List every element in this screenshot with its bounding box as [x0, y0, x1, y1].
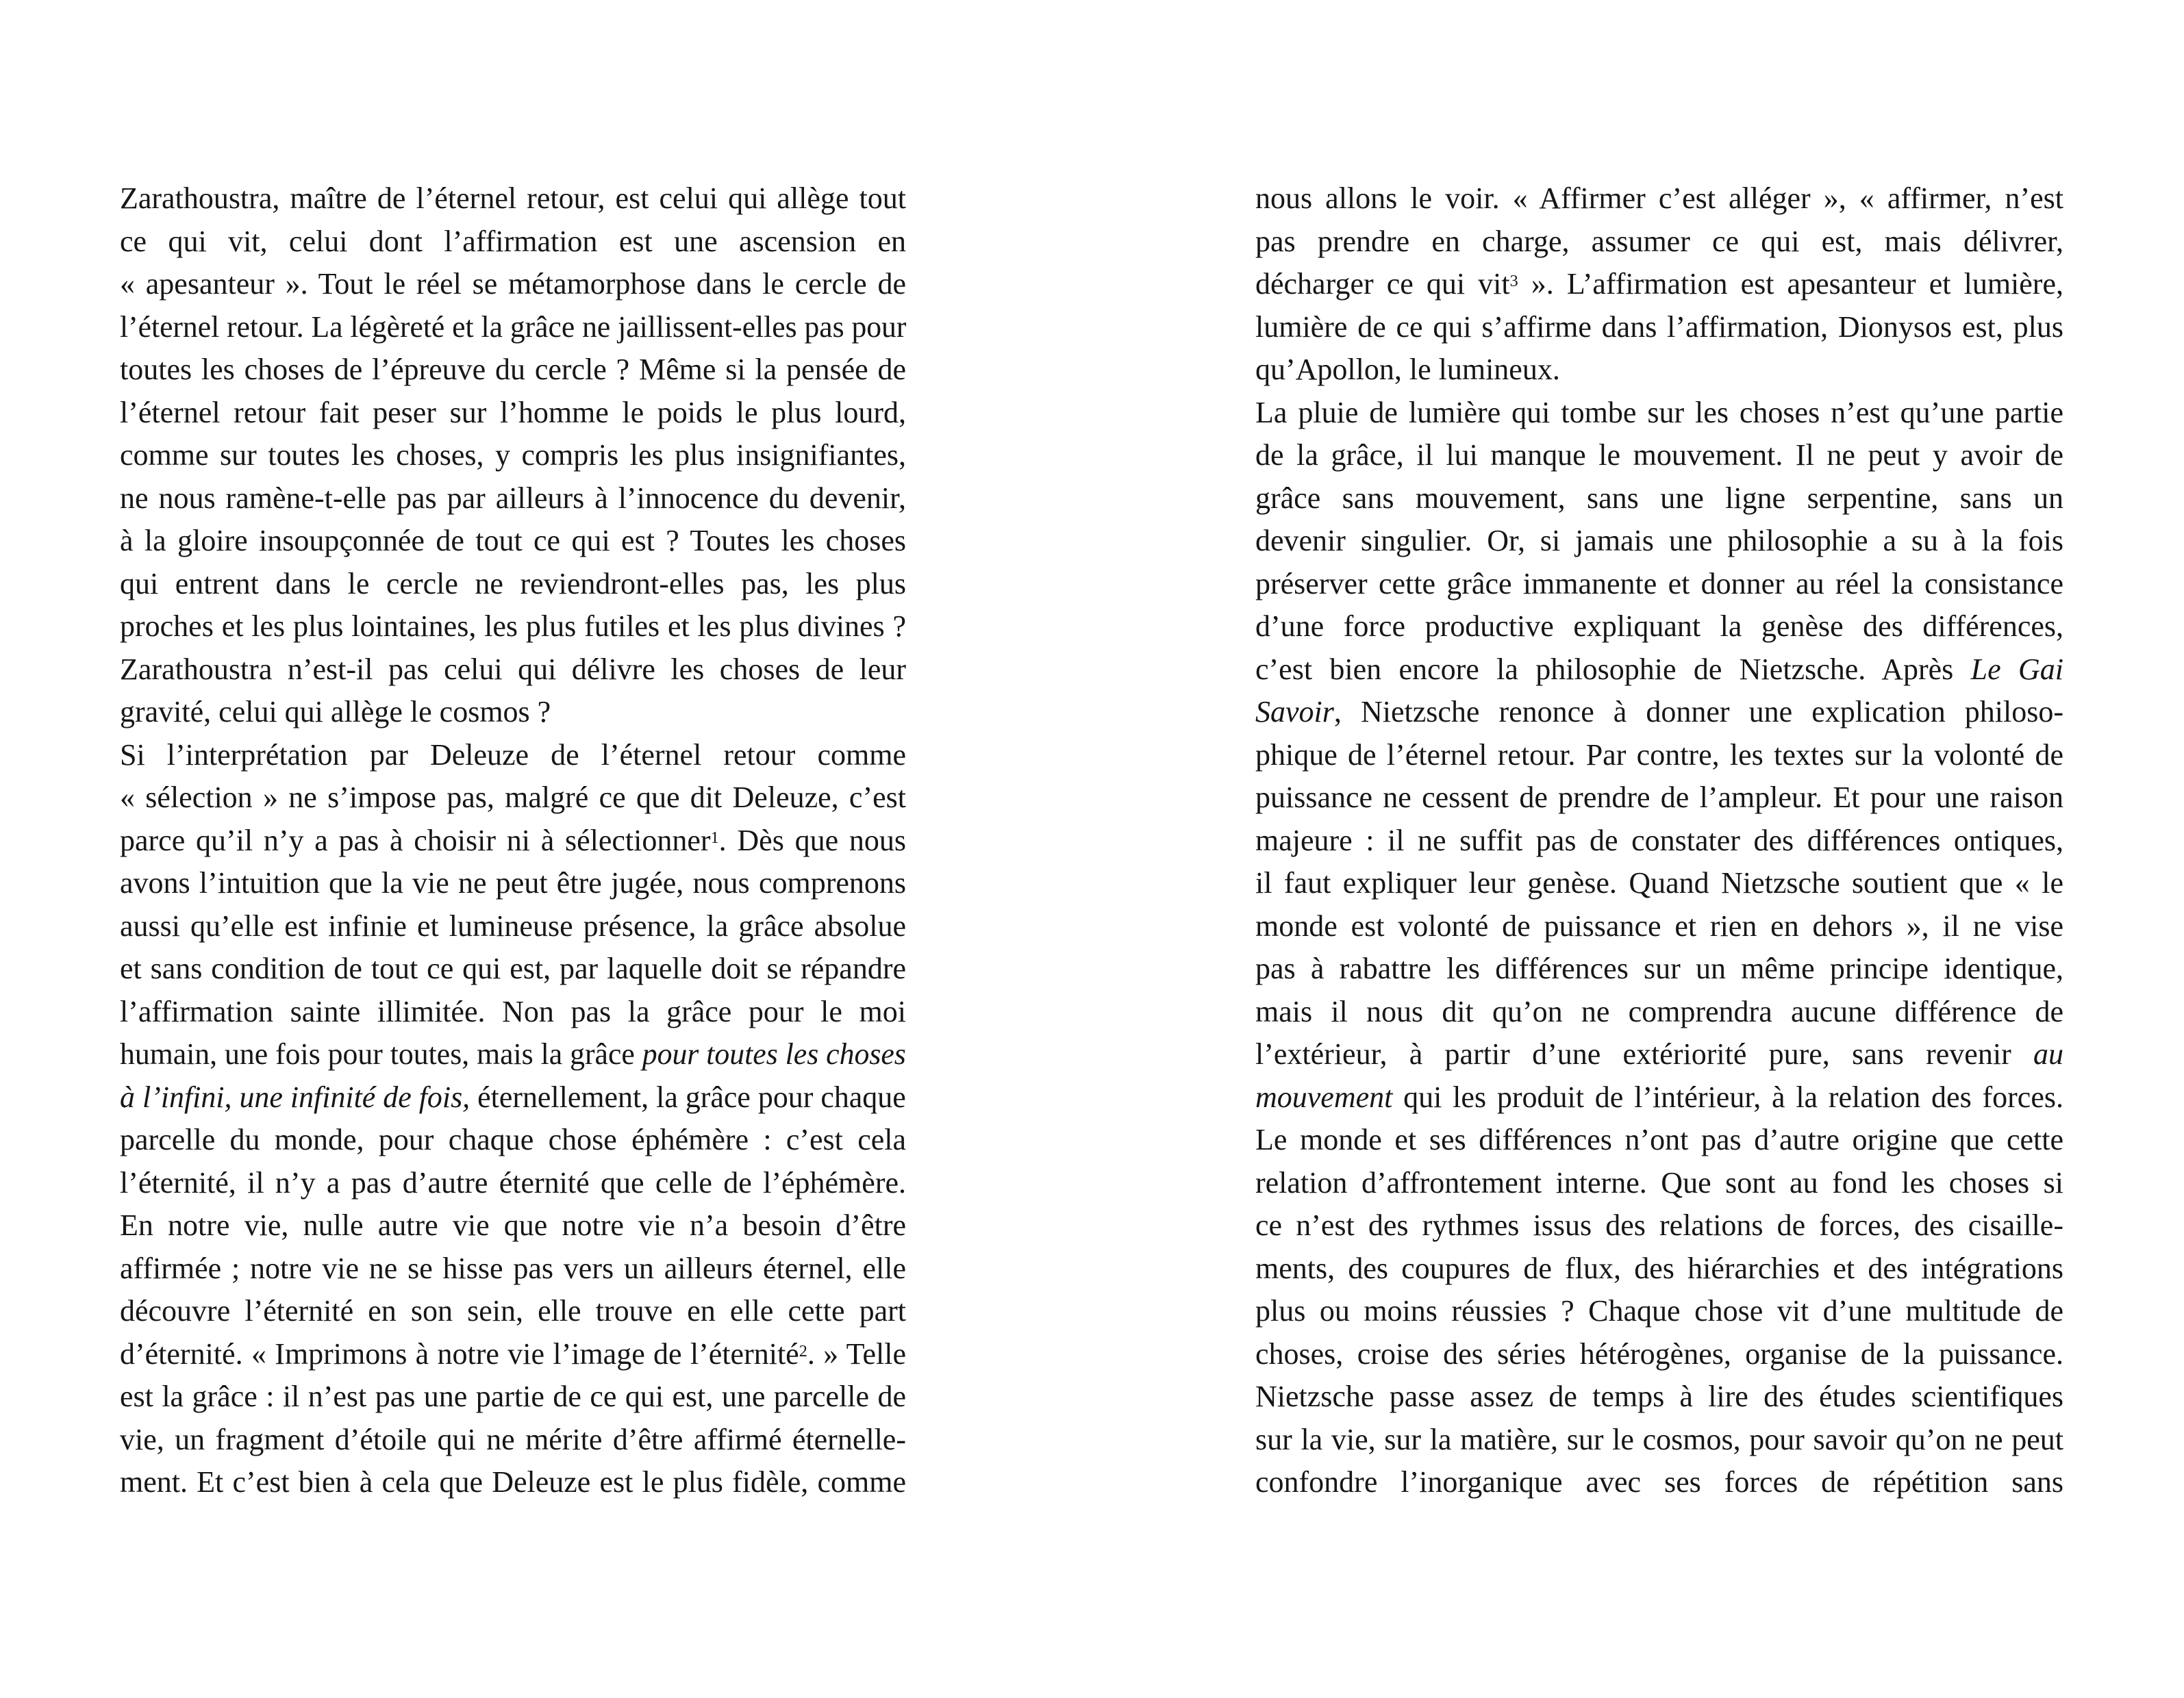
text-line — [120, 349, 906, 392]
text-line — [1255, 820, 2063, 863]
footnote-reference: 1 — [710, 828, 719, 847]
text-line — [1255, 434, 2063, 477]
text-line — [1255, 605, 2063, 648]
text-line — [1255, 1076, 2063, 1119]
italic-text-segment: mouvement — [1255, 1080, 1393, 1114]
text-segment: nous allons le voir. « Affirmer c’est alléger », « affirmer, n’est — [1255, 181, 2063, 215]
text-segment: de la grâce, il lui manque le mouvement. Il ne peut y avoir de — [1255, 438, 2063, 472]
left-page-text — [120, 177, 906, 1504]
text-line — [120, 392, 906, 435]
text-segment: monde est volonté de puissance et rien en dehors », il ne vise — [1255, 909, 2063, 943]
text-line — [1255, 349, 2063, 392]
text-line — [1255, 1461, 2063, 1504]
text-segment: ments, des coupures de flux, des hiérarchies et des intégrations — [1255, 1251, 2063, 1285]
text-line — [120, 220, 906, 264]
italic-text-segment: Savoir — [1255, 695, 1334, 728]
text-segment: avons l’intuition que la vie ne peut être jugée, nous comprenons — [120, 866, 906, 900]
text-line — [1255, 392, 2063, 435]
text-segment: découvre l’éternité en son sein, elle trouve en elle cette part — [120, 1294, 906, 1328]
text-segment: La pluie de lumière qui tombe sur les choses n’est qu’une partie — [1255, 395, 2063, 429]
text-line — [120, 1076, 905, 1119]
text-line — [120, 1376, 906, 1419]
text-segment: l’éternel retour fait peser sur l’homme le poids le plus lourd, — [120, 395, 906, 429]
text-segment: gravité, celui qui allège le cosmos ? — [120, 695, 551, 728]
text-line — [120, 520, 906, 563]
text-segment: Si l’interprétation par Deleuze de l’éternel retour comme — [120, 737, 906, 772]
text-line — [1255, 905, 2063, 948]
text-segment: à la gloire insoupçonnée de tout ce qui est ? Toutes les choses — [120, 524, 906, 557]
text-segment: ». L’affirmation est apesanteur et lumière, — [1518, 267, 2063, 301]
text-line — [1255, 1247, 2063, 1291]
text-line — [120, 734, 906, 777]
text-segment: majeure : il ne suffit pas de constater des différences ontiques, — [1255, 823, 2063, 857]
text-line — [1255, 520, 2063, 563]
text-segment: Le monde et ses différences n’ont pas d’autre origine que cette — [1255, 1123, 2063, 1156]
text-segment: Zarathoustra, maître de l’éternel retour, est celui qui allège tout — [120, 181, 906, 215]
italic-text-segment: Le Gai — [1970, 652, 2063, 686]
text-line — [120, 1033, 906, 1076]
text-segment: éternellement, la grâce pour chaque — [470, 1080, 906, 1114]
text-segment: pas prendre en charge, assumer ce qui est, mais délivrer, — [1255, 224, 2063, 258]
text-segment: grâce sans mouvement, sans une ligne serpentine, sans un — [1255, 481, 2063, 515]
text-line — [120, 776, 906, 820]
text-segment: parce qu’il n’y a pas à choisir ni à sélectionner — [120, 823, 711, 857]
text-line — [120, 263, 906, 306]
italic-text-segment: pour toutes les choses — [642, 1037, 906, 1071]
text-segment: choses, croise des séries hétérogènes, organise de la puissance. — [1255, 1336, 2063, 1371]
italic-text-segment: à l’infini, une infinité de fois, — [120, 1080, 470, 1114]
text-segment: aussi qu’elle est infinie et lumineuse présence, la grâce absolue — [120, 909, 906, 943]
text-segment: , Nietzsche renonce à donner une explication philoso- — [1333, 695, 2063, 728]
italic-text-segment: au — [2033, 1037, 2063, 1071]
text-segment: devenir singulier. Or, si jamais une philosophie a su à la fois — [1255, 524, 2063, 557]
text-segment: qu’Apollon, le lumineux. — [1255, 353, 1560, 386]
text-line — [120, 1290, 906, 1333]
text-line — [120, 177, 906, 220]
text-segment: préserver cette grâce immanente et donner au réel la consistance — [1255, 566, 2063, 600]
text-line — [1255, 1033, 2063, 1076]
text-line — [1255, 862, 2063, 905]
text-segment: d’éternité. « Imprimons à notre vie l’image de l’éternité — [120, 1336, 799, 1371]
text-line — [120, 1419, 906, 1462]
text-segment: phique de l’éternel retour. Par contre, les textes sur la volonté de — [1255, 737, 2063, 772]
text-line — [1255, 1204, 2063, 1247]
text-segment: affirmée ; notre vie ne se hisse pas vers un ailleurs éternel, elle — [120, 1251, 906, 1285]
text-segment: Nietzsche passe assez de temps à lire des études scientifiques — [1255, 1380, 2063, 1413]
text-line — [120, 1333, 906, 1376]
text-line — [120, 605, 906, 648]
text-segment: toutes les choses de l’épreuve du cercle ? Même si la pensée de — [120, 353, 906, 386]
text-segment: ce qui vit, celui dont l’affirmation est une ascension en — [120, 224, 906, 258]
text-segment: En notre vie, nulle autre vie que notre vie n’a besoin d’être — [120, 1208, 906, 1242]
text-line — [120, 1247, 906, 1291]
text-segment: relation d’affrontement interne. Que sont au fond les choses si — [1255, 1165, 2063, 1200]
text-segment: . Dès que nous — [718, 823, 906, 857]
text-line — [1255, 991, 2063, 1034]
text-line — [1255, 776, 2063, 820]
text-segment: l’éternité, il n’y a pas d’autre éternité que celle de l’éphémère. — [120, 1165, 906, 1200]
text-segment: comme sur toutes les choses, y compris les plus insignifiantes, — [120, 438, 906, 472]
text-segment: parcelle du monde, pour chaque chose éphémère : c’est cela — [120, 1123, 906, 1156]
text-segment: ce n’est des rythmes issus des relations de forces, des cisaille- — [1255, 1208, 2063, 1242]
text-line — [1255, 691, 2063, 734]
text-segment: est la grâce : il n’est pas une partie de ce qui est, une parcelle de — [120, 1380, 906, 1413]
text-line — [1255, 1119, 2063, 1162]
text-line — [120, 1119, 906, 1162]
text-segment: ment. Et c’est bien à cela que Deleuze est le plus fidèle, comme — [120, 1465, 906, 1499]
text-line — [120, 820, 906, 863]
text-segment: pas à rabattre les différences sur un même principe identique, — [1255, 952, 2063, 985]
text-segment: ne nous ramène-t-elle pas par ailleurs à l’innocence du devenir, — [120, 481, 906, 515]
text-line — [120, 948, 906, 991]
text-line — [120, 1204, 906, 1247]
text-line — [120, 691, 906, 734]
text-line — [1255, 948, 2063, 991]
text-line — [120, 648, 906, 692]
text-segment: décharger ce qui vit — [1255, 267, 1510, 301]
text-line — [1255, 734, 2063, 777]
text-line — [1255, 477, 2063, 520]
text-segment: « sélection » ne s’impose pas, malgré ce que dit Deleuze, c’est — [120, 781, 906, 814]
text-line — [1255, 648, 2063, 692]
text-line — [120, 1461, 906, 1504]
text-segment: l’éternel retour. La légèreté et la grâce ne jaillissent-elles pas pour — [120, 309, 907, 344]
text-segment: lumière de ce qui s’affirme dans l’affirmation, Dionysos est, plus — [1255, 309, 2063, 344]
text-segment: confondre l’inorganique avec ses forces de répétition sans — [1255, 1465, 2063, 1499]
text-line — [1255, 1162, 2063, 1205]
text-segment: qui les produit de l’intérieur, à la relation des forces. — [1392, 1080, 2063, 1114]
text-segment: humain, une fois pour toutes, mais la grâce — [120, 1037, 642, 1071]
text-line — [120, 563, 906, 606]
text-segment: d’une force productive expliquant la genèse des différences, — [1255, 609, 2063, 643]
text-line — [120, 905, 906, 948]
text-segment: c’est bien encore la philosophie de Nietzsche. Après — [1255, 652, 1971, 686]
text-segment: proches et les plus lointaines, les plus futiles et les plus divines ? — [120, 609, 906, 643]
text-segment: puissance ne cessent de prendre de l’ampleur. Et pour une raison — [1255, 781, 2063, 814]
text-segment: vie, un fragment d’étoile qui ne mérite d’être affirmé éternelle- — [120, 1422, 906, 1456]
right-page-text — [1255, 177, 2063, 1504]
text-line — [1255, 1333, 2063, 1376]
text-line — [1255, 1290, 2063, 1333]
text-line — [120, 434, 906, 477]
text-line — [1255, 177, 2063, 220]
text-segment: l’extérieur, à partir d’une extériorité pure, sans revenir — [1255, 1037, 2033, 1071]
text-line — [1255, 563, 2063, 606]
text-segment: qui entrent dans le cercle ne reviendront-elles pas, les plus — [120, 566, 906, 600]
text-segment: mais il nous dit qu’on ne comprendra aucune différence de — [1255, 994, 2063, 1028]
text-segment: l’affirmation sainte illimitée. Non pas la grâce pour le moi — [120, 994, 906, 1028]
text-segment: et sans condition de tout ce qui est, par laquelle doit se répandre — [120, 952, 906, 985]
text-segment: il faut expliquer leur genèse. Quand Nietzsche soutient que « le — [1255, 866, 2063, 900]
text-line — [120, 1162, 906, 1205]
text-segment: sur la vie, sur la matière, sur le cosmos, pour savoir qu’on ne peut — [1255, 1422, 2063, 1456]
footnote-reference: 2 — [799, 1341, 807, 1360]
text-line — [1255, 306, 2063, 349]
text-line — [120, 862, 906, 905]
text-segment: . » Telle — [807, 1336, 906, 1371]
text-segment: « apesanteur ». Tout le réel se métamorphose dans le cercle de — [120, 267, 906, 301]
text-line — [1255, 1376, 2063, 1419]
text-line — [1255, 220, 2063, 264]
text-line — [120, 306, 907, 349]
text-line — [1255, 263, 2063, 306]
text-line — [120, 477, 906, 520]
text-segment: plus ou moins réussies ? Chaque chose vit d’une multitude de — [1255, 1294, 2063, 1328]
text-line — [1255, 1419, 2063, 1462]
text-segment: Zarathoustra n’est-il pas celui qui délivre les choses de leur — [120, 652, 906, 686]
footnote-reference: 3 — [1509, 272, 1518, 291]
text-line — [120, 991, 906, 1034]
